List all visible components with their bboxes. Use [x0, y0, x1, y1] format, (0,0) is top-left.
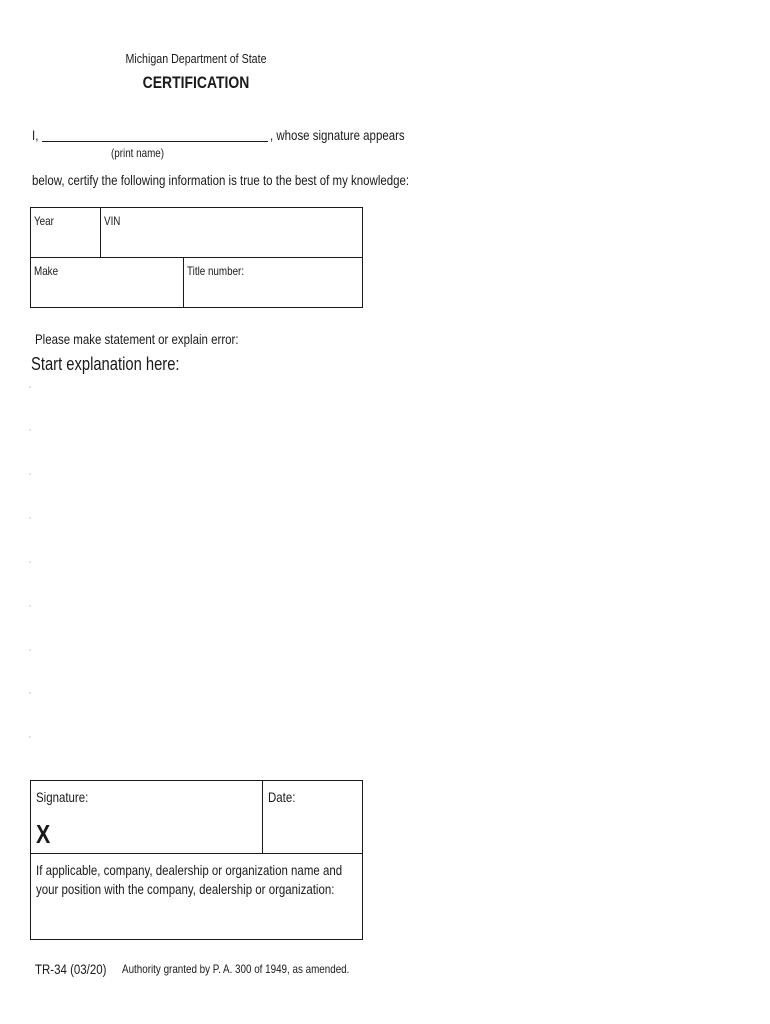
signature-label: Signature: [36, 789, 89, 805]
line-marker [29, 473, 31, 475]
year-label: Year [34, 214, 54, 228]
certification-prefix: I, [32, 127, 39, 143]
agency-name: Michigan Department of State [125, 51, 267, 66]
vin-label: VIN [104, 214, 121, 228]
line-marker [29, 692, 31, 694]
certification-suffix: , whose signature appears [270, 127, 405, 143]
vin-field[interactable] [101, 208, 362, 258]
print-name-field[interactable] [42, 141, 268, 142]
authority-statement: Authority granted by P. A. 300 of 1949, as amended. [122, 962, 350, 976]
date-label: Date: [268, 789, 296, 805]
line-marker [29, 561, 31, 563]
line-marker [29, 517, 31, 519]
line-marker [29, 605, 31, 607]
make-label: Make [34, 264, 59, 278]
signature-mark: X [36, 819, 51, 849]
signature-block [30, 780, 363, 940]
statement-label: Please make statement or explain error: [35, 331, 239, 347]
vehicle-info-table [30, 207, 363, 308]
company-position-field[interactable]: If applicable, company, dealership or organization name and your position with the company, dealership or organization: [36, 862, 343, 897]
line-marker [29, 386, 31, 388]
line-marker [29, 429, 31, 431]
certification-line [32, 127, 405, 147]
signature-field[interactable] [31, 781, 263, 854]
form-title: CERTIFICATION [142, 73, 250, 92]
signature-divider [31, 853, 362, 854]
print-name-hint: (print name) [111, 146, 165, 160]
form-number: TR-34 (03/20) [35, 961, 107, 977]
line-marker [29, 736, 31, 738]
certification-statement: below, certify the following information is true to the best of my knowledge: [32, 172, 410, 188]
title-number-field[interactable] [184, 258, 362, 307]
make-field[interactable] [31, 258, 184, 307]
year-field[interactable] [31, 208, 101, 258]
explanation-field[interactable]: Start explanation here: [31, 354, 180, 374]
title-number-label: Title number: [187, 264, 245, 278]
date-field[interactable] [263, 781, 362, 854]
line-marker [29, 649, 31, 651]
